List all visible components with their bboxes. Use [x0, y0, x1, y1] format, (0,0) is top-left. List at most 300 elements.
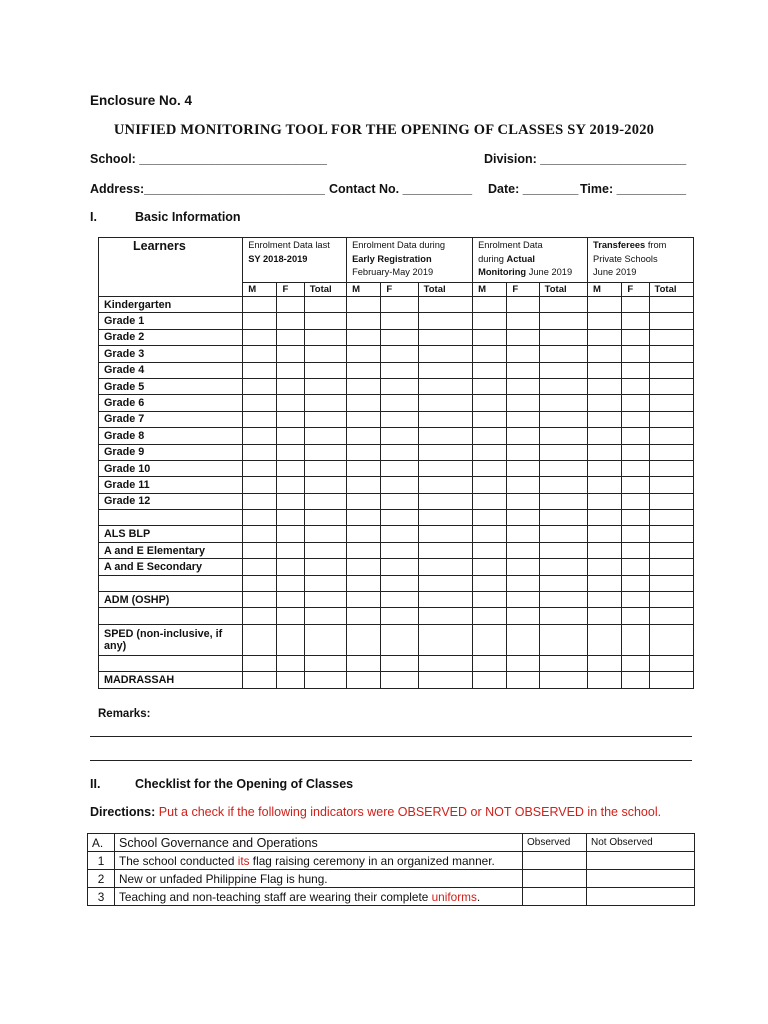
data-cell[interactable]	[347, 592, 381, 608]
data-cell[interactable]	[418, 510, 472, 526]
data-cell[interactable]	[507, 575, 539, 591]
data-cell[interactable]	[507, 493, 539, 509]
data-cell[interactable]	[418, 297, 472, 313]
data-cell[interactable]	[304, 559, 346, 575]
data-cell[interactable]	[347, 493, 381, 509]
observed-checkbox[interactable]	[523, 852, 587, 870]
data-cell[interactable]	[347, 297, 381, 313]
data-cell[interactable]	[381, 444, 418, 460]
table-row	[99, 444, 694, 460]
data-cell[interactable]	[622, 411, 649, 427]
data-cell[interactable]	[539, 329, 587, 345]
data-cell[interactable]	[539, 444, 587, 460]
data-cell[interactable]	[622, 444, 649, 460]
data-cell[interactable]	[418, 526, 472, 542]
data-cell[interactable]	[539, 592, 587, 608]
checklist-row	[88, 870, 695, 888]
data-cell[interactable]	[539, 313, 587, 329]
remarks-line-2[interactable]	[90, 760, 692, 761]
contact-field[interactable]: Contact No. __________	[329, 182, 473, 196]
data-cell[interactable]	[622, 592, 649, 608]
data-cell[interactable]	[588, 575, 622, 591]
data-cell[interactable]	[381, 428, 418, 444]
data-cell[interactable]	[507, 592, 539, 608]
data-cell[interactable]	[304, 297, 346, 313]
data-cell[interactable]	[507, 608, 539, 624]
data-cell[interactable]	[347, 378, 381, 394]
data-cell[interactable]	[649, 608, 693, 624]
data-cell[interactable]	[381, 297, 418, 313]
data-cell[interactable]	[473, 608, 507, 624]
data-cell[interactable]	[243, 559, 277, 575]
data-cell[interactable]	[539, 411, 587, 427]
data-cell[interactable]	[277, 378, 304, 394]
data-cell[interactable]	[622, 575, 649, 591]
data-cell[interactable]	[381, 329, 418, 345]
data-cell[interactable]	[243, 542, 277, 558]
data-cell[interactable]	[418, 428, 472, 444]
data-cell[interactable]	[277, 346, 304, 362]
data-cell[interactable]	[347, 444, 381, 460]
data-cell[interactable]	[347, 575, 381, 591]
data-cell[interactable]	[649, 510, 693, 526]
data-cell[interactable]	[473, 329, 507, 345]
division-field[interactable]: Division: _____________________	[484, 152, 687, 166]
data-cell[interactable]	[304, 526, 346, 542]
data-cell[interactable]	[649, 624, 693, 655]
data-cell[interactable]	[304, 313, 346, 329]
data-cell[interactable]	[588, 313, 622, 329]
data-cell[interactable]	[507, 444, 539, 460]
data-cell[interactable]	[243, 592, 277, 608]
row-label: Grade 2	[99, 329, 243, 345]
data-cell[interactable]	[473, 575, 507, 591]
data-cell[interactable]	[418, 624, 472, 655]
data-cell[interactable]	[304, 346, 346, 362]
enrolment-table	[98, 237, 694, 689]
data-cell[interactable]	[381, 559, 418, 575]
data-cell[interactable]	[622, 624, 649, 655]
data-cell[interactable]	[277, 575, 304, 591]
data-cell[interactable]	[507, 477, 539, 493]
data-cell[interactable]	[304, 542, 346, 558]
data-cell[interactable]	[622, 362, 649, 378]
data-cell[interactable]	[588, 395, 622, 411]
data-cell[interactable]	[539, 477, 587, 493]
data-cell[interactable]	[381, 346, 418, 362]
data-cell[interactable]	[277, 411, 304, 427]
data-cell[interactable]	[418, 346, 472, 362]
data-cell[interactable]	[649, 313, 693, 329]
data-cell[interactable]	[277, 444, 304, 460]
data-cell[interactable]	[418, 444, 472, 460]
data-cell[interactable]	[304, 672, 346, 688]
data-cell[interactable]	[473, 378, 507, 394]
data-cell[interactable]	[277, 592, 304, 608]
data-cell[interactable]	[243, 655, 277, 671]
data-cell[interactable]	[622, 608, 649, 624]
data-cell[interactable]	[277, 493, 304, 509]
sub-header-total: Total	[539, 283, 587, 297]
data-cell[interactable]	[243, 526, 277, 542]
data-cell[interactable]	[649, 672, 693, 688]
data-cell[interactable]	[304, 575, 346, 591]
data-cell[interactable]	[588, 460, 622, 476]
data-cell[interactable]	[243, 428, 277, 444]
data-cell[interactable]	[649, 428, 693, 444]
data-cell[interactable]	[507, 378, 539, 394]
data-cell[interactable]	[418, 672, 472, 688]
data-cell[interactable]	[347, 329, 381, 345]
data-cell[interactable]	[347, 411, 381, 427]
data-cell[interactable]	[347, 428, 381, 444]
data-cell[interactable]	[473, 559, 507, 575]
observed-checkbox[interactable]	[523, 888, 587, 906]
data-cell[interactable]	[347, 672, 381, 688]
data-cell[interactable]	[381, 672, 418, 688]
data-cell[interactable]	[588, 346, 622, 362]
data-cell[interactable]	[507, 313, 539, 329]
data-cell[interactable]	[418, 655, 472, 671]
data-cell[interactable]	[243, 297, 277, 313]
data-cell[interactable]	[649, 493, 693, 509]
data-cell[interactable]	[539, 510, 587, 526]
data-cell[interactable]	[588, 510, 622, 526]
data-cell[interactable]	[507, 624, 539, 655]
data-cell[interactable]	[304, 477, 346, 493]
data-cell[interactable]	[539, 624, 587, 655]
data-cell[interactable]	[277, 559, 304, 575]
data-cell[interactable]	[347, 460, 381, 476]
data-cell[interactable]	[622, 493, 649, 509]
data-cell[interactable]	[588, 672, 622, 688]
data-cell[interactable]	[649, 592, 693, 608]
data-cell[interactable]	[381, 313, 418, 329]
data-cell[interactable]	[347, 346, 381, 362]
not-observed-checkbox[interactable]	[587, 870, 695, 888]
data-cell[interactable]	[539, 526, 587, 542]
not-observed-checkbox[interactable]	[587, 852, 695, 870]
data-cell[interactable]	[381, 378, 418, 394]
data-cell[interactable]	[277, 608, 304, 624]
data-cell[interactable]	[539, 655, 587, 671]
data-cell[interactable]	[649, 542, 693, 558]
data-cell[interactable]	[418, 575, 472, 591]
data-cell[interactable]	[588, 542, 622, 558]
data-cell[interactable]	[277, 362, 304, 378]
data-cell[interactable]	[243, 575, 277, 591]
data-cell[interactable]	[588, 411, 622, 427]
data-cell[interactable]	[304, 329, 346, 345]
data-cell[interactable]	[381, 655, 418, 671]
data-cell[interactable]	[277, 313, 304, 329]
data-cell[interactable]	[507, 411, 539, 427]
data-cell[interactable]	[473, 493, 507, 509]
data-cell[interactable]	[588, 362, 622, 378]
data-cell[interactable]	[649, 460, 693, 476]
data-cell[interactable]	[243, 378, 277, 394]
data-cell[interactable]	[277, 624, 304, 655]
data-cell[interactable]	[381, 362, 418, 378]
data-cell[interactable]	[507, 672, 539, 688]
data-cell[interactable]	[381, 510, 418, 526]
data-cell[interactable]	[539, 575, 587, 591]
data-cell[interactable]	[277, 428, 304, 444]
data-cell[interactable]	[649, 477, 693, 493]
data-cell[interactable]	[507, 428, 539, 444]
data-cell[interactable]	[277, 542, 304, 558]
data-cell[interactable]	[418, 395, 472, 411]
data-cell[interactable]	[622, 395, 649, 411]
data-cell[interactable]	[277, 672, 304, 688]
data-cell[interactable]	[539, 297, 587, 313]
data-cell[interactable]	[347, 655, 381, 671]
observed-checkbox[interactable]	[523, 870, 587, 888]
data-cell[interactable]	[418, 592, 472, 608]
data-cell[interactable]	[649, 526, 693, 542]
data-cell[interactable]	[243, 346, 277, 362]
data-cell[interactable]	[381, 526, 418, 542]
section-2-title: Checklist for the Opening of Classes	[135, 777, 354, 791]
data-cell[interactable]	[649, 378, 693, 394]
data-cell[interactable]	[243, 329, 277, 345]
data-cell[interactable]	[381, 542, 418, 558]
data-cell[interactable]	[539, 378, 587, 394]
data-cell[interactable]	[418, 362, 472, 378]
data-cell[interactable]	[347, 510, 381, 526]
data-cell[interactable]	[381, 624, 418, 655]
data-cell[interactable]	[304, 460, 346, 476]
data-cell[interactable]	[507, 395, 539, 411]
data-cell[interactable]	[507, 297, 539, 313]
data-cell[interactable]	[588, 378, 622, 394]
data-cell[interactable]	[473, 395, 507, 411]
data-cell[interactable]	[473, 672, 507, 688]
data-cell[interactable]	[649, 411, 693, 427]
data-cell[interactable]	[473, 477, 507, 493]
data-cell[interactable]	[243, 395, 277, 411]
data-cell[interactable]	[347, 477, 381, 493]
checklist-heading: School Governance and Operations	[115, 834, 523, 852]
data-cell[interactable]	[539, 542, 587, 558]
data-cell[interactable]	[243, 608, 277, 624]
data-cell[interactable]	[473, 444, 507, 460]
data-cell[interactable]	[418, 559, 472, 575]
data-cell[interactable]	[473, 510, 507, 526]
data-cell[interactable]	[622, 428, 649, 444]
data-cell[interactable]	[473, 411, 507, 427]
row-label: Grade 4	[99, 362, 243, 378]
data-cell[interactable]	[347, 313, 381, 329]
row-label: SPED (non-inclusive, if any)	[99, 624, 243, 655]
data-cell[interactable]	[243, 362, 277, 378]
data-cell[interactable]	[539, 346, 587, 362]
data-cell[interactable]	[304, 624, 346, 655]
data-cell[interactable]	[347, 526, 381, 542]
data-cell[interactable]	[588, 444, 622, 460]
data-cell[interactable]	[304, 362, 346, 378]
data-cell[interactable]	[539, 460, 587, 476]
data-cell[interactable]	[347, 624, 381, 655]
data-cell[interactable]	[418, 411, 472, 427]
data-cell[interactable]	[649, 297, 693, 313]
data-cell[interactable]	[649, 395, 693, 411]
data-cell[interactable]	[539, 493, 587, 509]
data-cell[interactable]	[539, 428, 587, 444]
data-cell[interactable]	[347, 542, 381, 558]
data-cell[interactable]	[539, 395, 587, 411]
data-cell[interactable]	[588, 559, 622, 575]
address-field[interactable]: Address:__________________________	[90, 182, 325, 196]
data-cell[interactable]	[277, 460, 304, 476]
data-cell[interactable]	[588, 655, 622, 671]
data-cell[interactable]	[381, 395, 418, 411]
data-cell[interactable]	[381, 460, 418, 476]
data-cell[interactable]	[507, 559, 539, 575]
data-cell[interactable]	[473, 362, 507, 378]
data-cell[interactable]	[418, 477, 472, 493]
data-cell[interactable]	[622, 477, 649, 493]
data-cell[interactable]	[381, 493, 418, 509]
data-cell[interactable]	[304, 444, 346, 460]
data-cell[interactable]	[381, 575, 418, 591]
data-cell[interactable]	[473, 542, 507, 558]
data-cell[interactable]	[277, 477, 304, 493]
data-cell[interactable]	[243, 624, 277, 655]
data-cell[interactable]	[507, 542, 539, 558]
data-cell[interactable]	[418, 313, 472, 329]
data-cell[interactable]	[277, 526, 304, 542]
data-cell[interactable]	[418, 460, 472, 476]
not-observed-checkbox[interactable]	[587, 888, 695, 906]
data-cell[interactable]	[507, 329, 539, 345]
remarks-line-1[interactable]	[90, 736, 692, 737]
data-cell[interactable]	[622, 460, 649, 476]
data-cell[interactable]	[507, 526, 539, 542]
school-field[interactable]: School: ___________________________	[90, 152, 328, 166]
data-cell[interactable]	[347, 362, 381, 378]
data-cell[interactable]	[588, 477, 622, 493]
data-cell[interactable]	[381, 608, 418, 624]
data-cell[interactable]	[243, 510, 277, 526]
data-cell[interactable]	[588, 624, 622, 655]
data-cell[interactable]	[622, 297, 649, 313]
data-cell[interactable]	[473, 655, 507, 671]
data-cell[interactable]	[588, 526, 622, 542]
data-cell[interactable]	[347, 608, 381, 624]
data-cell[interactable]	[418, 542, 472, 558]
data-cell[interactable]	[649, 329, 693, 345]
data-cell[interactable]	[539, 559, 587, 575]
data-cell[interactable]	[588, 592, 622, 608]
time-field[interactable]: Time: __________	[580, 182, 687, 196]
data-cell[interactable]	[622, 526, 649, 542]
data-cell[interactable]	[539, 608, 587, 624]
data-cell[interactable]	[622, 329, 649, 345]
data-cell[interactable]	[588, 608, 622, 624]
data-cell[interactable]	[304, 493, 346, 509]
data-cell[interactable]	[649, 559, 693, 575]
data-cell[interactable]	[649, 362, 693, 378]
data-cell[interactable]	[622, 378, 649, 394]
data-cell[interactable]	[588, 297, 622, 313]
data-cell[interactable]	[473, 313, 507, 329]
data-cell[interactable]	[347, 395, 381, 411]
data-cell[interactable]	[473, 526, 507, 542]
data-cell[interactable]	[243, 460, 277, 476]
data-cell[interactable]	[588, 493, 622, 509]
data-cell[interactable]	[418, 329, 472, 345]
item-text-post: flag raising ceremony in an organized manner.	[249, 853, 495, 868]
data-cell[interactable]	[243, 444, 277, 460]
data-cell[interactable]	[507, 362, 539, 378]
data-cell[interactable]	[622, 510, 649, 526]
data-cell[interactable]	[649, 575, 693, 591]
data-cell[interactable]	[277, 395, 304, 411]
data-cell[interactable]	[381, 477, 418, 493]
data-cell[interactable]	[507, 655, 539, 671]
data-cell[interactable]	[473, 460, 507, 476]
data-cell[interactable]	[649, 346, 693, 362]
data-cell[interactable]	[473, 592, 507, 608]
data-cell[interactable]	[473, 297, 507, 313]
data-cell[interactable]	[304, 378, 346, 394]
data-cell[interactable]	[277, 510, 304, 526]
data-cell[interactable]	[277, 297, 304, 313]
data-cell[interactable]	[622, 542, 649, 558]
data-cell[interactable]	[622, 313, 649, 329]
data-cell[interactable]	[243, 672, 277, 688]
data-cell[interactable]	[243, 493, 277, 509]
data-cell[interactable]	[381, 411, 418, 427]
data-cell[interactable]	[588, 329, 622, 345]
data-cell[interactable]	[418, 378, 472, 394]
data-cell[interactable]	[649, 655, 693, 671]
data-cell[interactable]	[418, 608, 472, 624]
data-cell[interactable]	[622, 672, 649, 688]
data-cell[interactable]	[243, 313, 277, 329]
data-cell[interactable]	[347, 559, 381, 575]
data-cell[interactable]	[304, 510, 346, 526]
data-cell[interactable]	[588, 428, 622, 444]
date-field[interactable]: Date: ________	[488, 182, 579, 196]
data-cell[interactable]	[381, 592, 418, 608]
data-cell[interactable]	[243, 411, 277, 427]
data-cell[interactable]	[304, 428, 346, 444]
data-cell[interactable]	[539, 362, 587, 378]
data-cell[interactable]	[622, 559, 649, 575]
data-cell[interactable]	[304, 608, 346, 624]
data-cell[interactable]	[473, 346, 507, 362]
data-cell[interactable]	[507, 346, 539, 362]
data-cell[interactable]	[304, 411, 346, 427]
data-cell[interactable]	[304, 395, 346, 411]
data-cell[interactable]	[277, 329, 304, 345]
data-cell[interactable]	[473, 624, 507, 655]
data-cell[interactable]	[304, 592, 346, 608]
data-cell[interactable]	[418, 493, 472, 509]
data-cell[interactable]	[539, 672, 587, 688]
data-cell[interactable]	[622, 346, 649, 362]
data-cell[interactable]	[304, 655, 346, 671]
data-cell[interactable]	[649, 444, 693, 460]
data-cell[interactable]	[243, 477, 277, 493]
data-cell[interactable]	[507, 510, 539, 526]
data-cell[interactable]	[507, 460, 539, 476]
data-cell[interactable]	[473, 428, 507, 444]
data-cell[interactable]	[622, 655, 649, 671]
data-cell[interactable]	[277, 655, 304, 671]
